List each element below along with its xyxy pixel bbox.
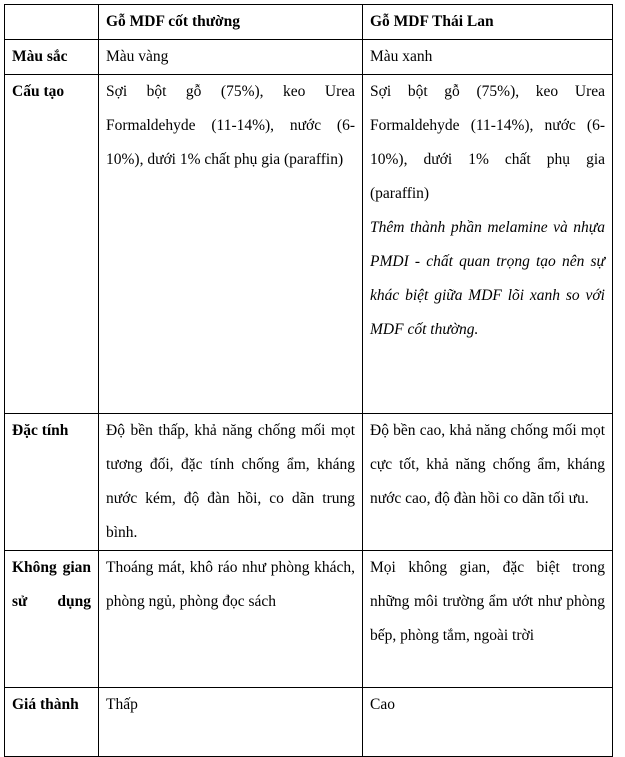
row-label-properties: Đặc tính: [5, 414, 99, 551]
thai-structure-extra-note: Thêm thành phần melamine và nhựa PMDI - chất quan trọng tạo nên sự khác biệt giữa MDF lõi xanh so với MDF cốt thường.: [370, 219, 605, 338]
row-label-usage-space: Không gian sử dụng: [5, 551, 99, 688]
header-cell-standard-mdf: Gỗ MDF cốt thường: [99, 5, 363, 40]
table-row-price: [5, 688, 613, 757]
header-cell-thai-mdf: Gỗ MDF Thái Lan: [363, 5, 613, 40]
cell-standard-color: Màu vàng: [99, 40, 363, 75]
table-row-properties: [5, 414, 613, 551]
cell-standard-price: Thấp: [99, 688, 363, 757]
cell-thai-usage-space: Mọi không gian, đặc biệt trong những môi trường ẩm ướt như phòng bếp, phòng tắm, ngoài trời: [363, 551, 613, 688]
header-row: [5, 5, 613, 40]
row-label-price: Giá thành: [5, 688, 99, 757]
table-row-color: [5, 40, 613, 75]
header-cell-empty: [5, 5, 99, 40]
row-label-structure: Cấu tạo: [5, 75, 99, 414]
cell-standard-usage-space: Thoáng mát, khô ráo như phòng khách, phòng ngủ, phòng đọc sách: [99, 551, 363, 688]
cell-standard-properties: Độ bền thấp, khả năng chống mối mọt tương đối, đặc tính chống ẩm, kháng nước kém, độ đàn hồi, co dãn trung bình.: [99, 414, 363, 551]
row-label-color: Màu sắc: [5, 40, 99, 75]
comparison-table: [4, 4, 613, 757]
cell-thai-color: Màu xanh: [363, 40, 613, 75]
thai-structure-text: Sợi bột gỗ (75%), keo Urea Formaldehyde (11-14%), nước (6-10%), dưới 1% chất phụ gia (paraffin): [370, 83, 605, 202]
cell-thai-properties: Độ bền cao, khả năng chống mối mọt cực tốt, khả năng chống ẩm, kháng nước cao, độ đàn hồi co dãn tối ưu.: [363, 414, 613, 551]
table-row-structure: [5, 75, 613, 414]
table-row-usage-space: [5, 551, 613, 688]
cell-thai-structure: [363, 75, 613, 414]
cell-thai-price: Cao: [363, 688, 613, 757]
cell-standard-structure: Sợi bột gỗ (75%), keo Urea Formaldehyde (11-14%), nước (6-10%), dưới 1% chất phụ gia (paraffin): [99, 75, 363, 414]
